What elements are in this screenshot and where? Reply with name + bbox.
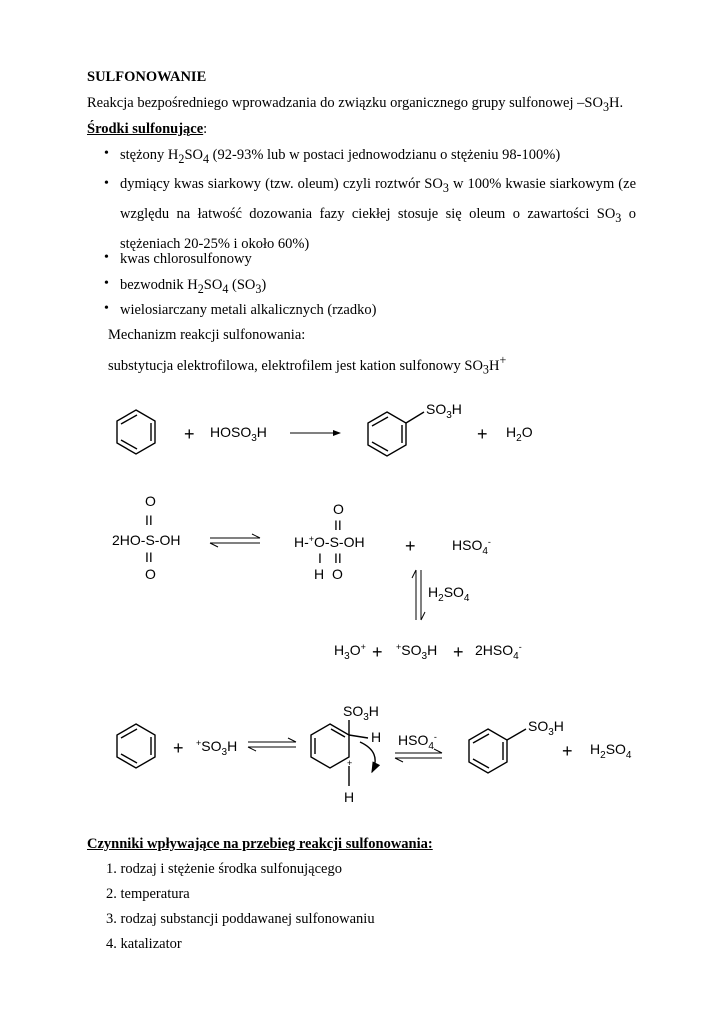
h2o-label: $H_2O$ — [506, 424, 533, 444]
bullet-dot: • — [104, 146, 109, 161]
mechanism-line: Mechanizm reakcji sulfonowania: — [108, 327, 306, 343]
h2so4-label: $H_2SO_4$ — [590, 741, 632, 761]
plus-sign: + — [372, 642, 383, 662]
list-item — [106, 935, 182, 953]
b1-t1: stężony H — [120, 147, 179, 163]
protonated-formula: H-+O-S-OH — [294, 534, 365, 550]
sulfonyl-cation-label: $^+SO_3H$ — [396, 642, 438, 662]
agents-title: Środki sulfonujące — [87, 121, 204, 137]
b4-s1: 2 — [197, 281, 204, 296]
list-number: 1. — [106, 861, 117, 877]
b2-t1: dymiący kwas siarkowy (tzw. oleum) czyli roztwór SO — [120, 176, 443, 192]
h3o-label: $H_3O^+$ — [334, 642, 366, 662]
b1-t3: (92-93% lub w postaci jednowodzianu o stężeniu 98-100%) — [209, 147, 561, 163]
intro-text-end: H. — [608, 95, 624, 111]
so3h-label: $SO_3H$ — [426, 401, 462, 421]
sulfuric-acid-structure — [112, 493, 180, 582]
plus-sign: + — [453, 642, 464, 662]
hydrogen-label: H — [344, 789, 355, 805]
b4-t4: ) — [261, 277, 267, 293]
hoso3h-label: $HOSO_3H$ — [210, 424, 267, 444]
double-bond: II — [334, 517, 342, 533]
hso4-label: $HSO_4^-$ — [398, 732, 437, 752]
curved-electron-arrow — [360, 742, 375, 772]
bullet-dot: • — [104, 176, 109, 191]
list-text: rodzaj substancji poddawanej sulfonowaniu — [120, 911, 375, 927]
list-text: katalizator — [120, 936, 182, 952]
b1-s1: 2 — [178, 151, 185, 166]
subst-t2: H — [488, 357, 500, 374]
b4-t2: SO — [203, 277, 223, 293]
benzenesulfonic-acid-ring-1 — [368, 412, 424, 456]
b4-s3: 3 — [255, 281, 262, 296]
b2-s2: 3 — [615, 210, 622, 225]
so3h-label: $SO_3H$ — [528, 718, 564, 738]
oxygen-label: O — [145, 566, 156, 582]
oxygen-label: O — [145, 493, 156, 509]
double-bond: II — [334, 550, 342, 566]
subst-s1: 3 — [482, 362, 489, 377]
plus-sign: + — [173, 738, 184, 758]
list-number: 3. — [106, 911, 117, 927]
page-title: SULFONOWANIE — [87, 69, 207, 85]
list-text: rodzaj i stężenie środka sulfonującego — [120, 861, 342, 877]
double-bond: II — [145, 512, 153, 528]
agents-colon: : — [203, 121, 208, 137]
bullet-item-3: kwas chlorosulfonowy — [120, 251, 252, 267]
intro-text: Reakcja bezpośredniego wprowadzania do związku organicznego grupy sulfonowej –SO — [87, 95, 603, 111]
oxygen-label: O — [333, 501, 344, 517]
h2so4-formula: 2HO-S-OH — [112, 532, 181, 548]
positive-charge: + — [347, 758, 353, 768]
list-number: 2. — [106, 886, 117, 902]
benzene-ring-1 — [117, 410, 155, 454]
equilibrium-arrow-2 — [248, 738, 296, 751]
b2-t3: o stężeniach 20-25% i około 60%) — [120, 205, 636, 252]
bullet-dot: • — [104, 250, 109, 265]
hso4-2-label: $2HSO_4^-$ — [475, 642, 522, 662]
equilibrium-arrow-3 — [395, 749, 442, 762]
h2so4-catalyst-label: $H_2SO_4$ — [428, 584, 470, 604]
benzene-ring-2 — [117, 724, 155, 768]
bullet-dot: • — [104, 276, 109, 291]
bullet-dot: • — [104, 301, 109, 316]
b1-t2: SO — [184, 147, 203, 163]
b4-s2: 4 — [222, 281, 229, 296]
hso4-label: $HSO_4^-$ — [452, 537, 491, 557]
b1-s2: 4 — [202, 151, 210, 166]
list-item — [106, 885, 190, 903]
hydrogen-label: H — [314, 566, 325, 582]
b2-t2: w 100% kwasie siarkowym (ze względu na łatwość dozowania fazy ciekłej stosuje się oleum o zawartości SO — [120, 176, 637, 222]
plus-sign: + — [184, 424, 195, 444]
hydrogen-label: H — [371, 729, 382, 745]
subst-sup: + — [499, 353, 507, 367]
b4-t3: (SO — [228, 277, 256, 293]
so3h-label: $SO_3H$ — [343, 703, 379, 723]
single-bond: I — [318, 550, 322, 566]
plus-sign: + — [562, 741, 573, 761]
protonated-acid-structure — [294, 501, 365, 582]
list-number: 4. — [106, 936, 117, 952]
b2-s1: 3 — [442, 180, 449, 195]
subst-t1: substytucja elektrofilowa, elektrofilem jest kation sulfonowy SO — [108, 357, 483, 374]
list-text: temperatura — [120, 886, 190, 902]
oxygen-label: O — [332, 566, 343, 582]
factors-title: Czynniki wpływające na przebieg reakcji sulfonowania: — [87, 836, 433, 852]
list-item — [106, 860, 342, 878]
plus-sign: + — [477, 424, 488, 444]
b4-t1: bezwodnik H — [120, 277, 198, 293]
equilibrium-arrow-vertical — [412, 570, 425, 620]
intro-sub: 3 — [602, 99, 609, 114]
double-bond: II — [145, 549, 153, 565]
list-item — [106, 910, 375, 928]
plus-sign: + — [405, 536, 416, 556]
equilibrium-arrow-1 — [210, 534, 260, 547]
sigma-complex-ring — [311, 720, 368, 786]
sulfonyl-cation-label: $^+SO_3H$ — [196, 738, 238, 758]
benzenesulfonic-acid-ring-2 — [469, 729, 526, 773]
bullet-item-5: wielosiarczany metali alkalicznych (rzadko) — [120, 302, 377, 318]
